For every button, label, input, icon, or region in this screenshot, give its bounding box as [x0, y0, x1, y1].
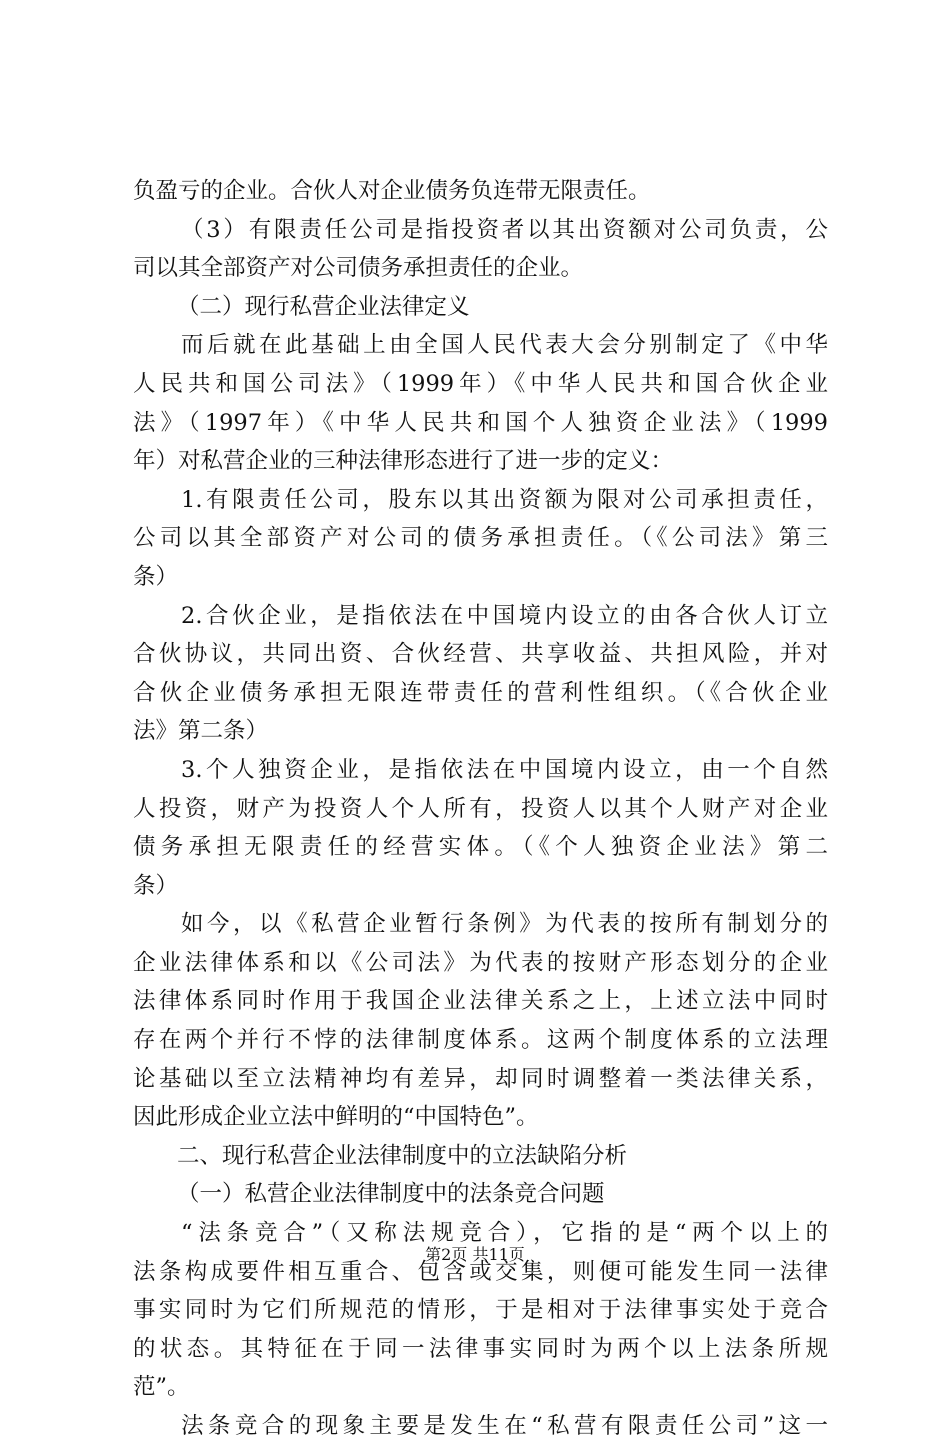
- text-line: 企业法律体系和以《公司法》为代表的按财产形态划分的企业: [133, 949, 828, 976]
- text-line: 合伙协议，共同出资、合伙经营、共享收益、共担风险，并对: [133, 641, 828, 668]
- text-line: 条）: [133, 872, 179, 899]
- text-line: 2.合伙企业，是指依法在中国境内设立的由各合伙人订立: [181, 602, 828, 629]
- text-line: （一）私营企业法律制度中的法条竞合问题: [177, 1181, 605, 1208]
- text-line: 因此形成企业立法中鲜明的“中国特色”。: [133, 1104, 539, 1131]
- text-line: 范”。: [133, 1374, 190, 1401]
- text-line: 法律体系同时作用于我国企业法律关系之上，上述立法中同时: [133, 988, 828, 1015]
- text-line: （3）有限责任公司是指投资者以其出资额对公司负责，公: [181, 216, 828, 243]
- text-line: 合伙企业债务承担无限连带责任的营利性组织。（《合伙企业: [133, 679, 828, 706]
- text-line: 论基础以至立法精神均有差异，却同时调整着一类法律关系，: [133, 1065, 828, 1092]
- text-line: 法条竞合的现象主要是发生在“私营有限责任公司”这一: [181, 1413, 828, 1439]
- text-line: 法》第二条）: [133, 718, 269, 745]
- text-line: 法》（1997年）《中华人民共和国个人独资企业法》（1999: [133, 409, 828, 436]
- text-line: 事实同时为它们所规范的情形，于是相对于法律事实处于竞合: [133, 1297, 828, 1324]
- page-footer: 第2页 共11页: [425, 1245, 525, 1264]
- text-line: 条）: [133, 563, 179, 590]
- text-line: 负盈亏的企业。合伙人对企业债务负连带无限责任。: [133, 178, 651, 204]
- text-line: 3.个人独资企业，是指依法在中国境内设立，由一个自然: [181, 756, 828, 783]
- text-line: （二）现行私营企业法律定义: [177, 293, 470, 320]
- text-line: “法条竞合”（又称法规竞合），它指的是“两个以上的: [181, 1220, 828, 1247]
- text-line: 如今，以《私营企业暂行条例》为代表的按所有制划分的: [181, 911, 828, 938]
- text-line: 公司以其全部资产对公司的债务承担责任。（《公司法》第三: [133, 525, 828, 552]
- text-line: 而后就在此基础上由全国人民代表大会分别制定了《中华: [181, 332, 828, 359]
- text-line: 年）对私营企业的三种法律形态进行了进一步的定义：: [133, 448, 674, 475]
- text-line: 的状态。其特征在于同一法律事实同时为两个以上法条所规: [133, 1335, 828, 1362]
- text-line: 人投资，财产为投资人个人所有，投资人以其个人财产对企业: [133, 795, 828, 822]
- text-line: 存在两个并行不悖的法律制度体系。这两个制度体系的立法理: [133, 1027, 828, 1054]
- text-line: 人民共和国公司法》（1999年）《中华人民共和国合伙企业: [133, 370, 828, 397]
- text-line: 债务承担无限责任的经营实体。（《个人独资企业法》第二: [133, 834, 828, 861]
- text-line: 二、现行私营企业法律制度中的立法缺陷分析: [177, 1142, 628, 1169]
- text-line: 司以其全部资产对公司债务承担责任的企业。: [133, 255, 584, 282]
- text-line: 法条构成要件相互重合、包含或交集，则便可能发生同一法律: [133, 1258, 828, 1285]
- text-line: 1.有限责任公司，股东以其出资额为限对公司承担责任，: [181, 486, 828, 513]
